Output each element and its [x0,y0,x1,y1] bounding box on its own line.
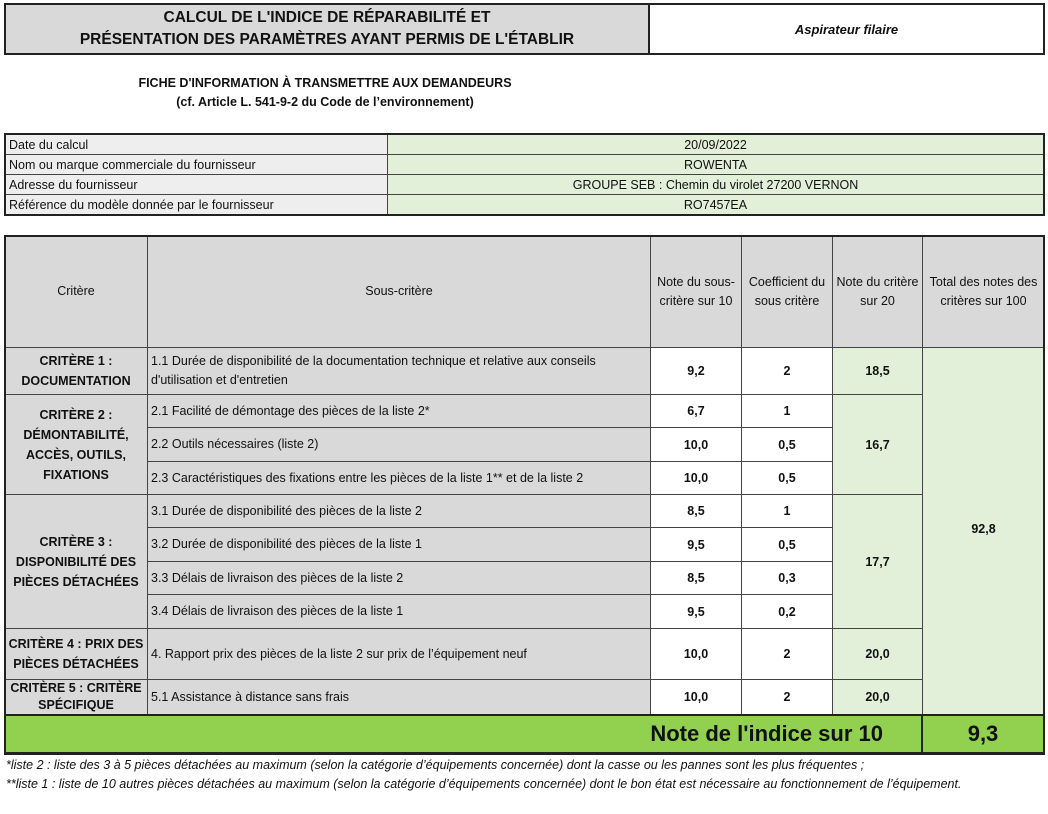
sub-criterion-coef: 1 [741,394,833,428]
supplier-info-table [4,133,1045,216]
sub-criterion-note: 9,5 [650,527,742,562]
sub-criterion-note: 8,5 [650,494,742,528]
info-value: 20/09/2022 [388,134,1045,155]
header-critere: Critère [4,235,148,348]
criterion-2: CRITÈRE 2 : DÉMONTABILITÉ, ACCÈS, OUTILS, FIXATIONS [4,394,148,495]
info-label: Date du calcul [5,134,388,155]
criterion-5: CRITÈRE 5 : CRITÈRE SPÉCIFIQUE [4,679,148,715]
criterion-3: CRITÈRE 3 : DISPONIBILITÉ DES PIÈCES DÉTACHÉES [4,494,148,629]
criterion-4-score: 20,0 [832,628,923,680]
sub-criterion-note: 10,0 [650,679,742,715]
sub-criterion-label: 2.2 Outils nécessaires (liste 2) [147,427,651,462]
sub-criterion-coef: 2 [741,679,833,715]
footnote-liste-2: *liste 2 : liste des 3 à 5 pièces détachées au maximum (selon la catégorie d’équipements concernée) dont la casse ou les pannes sont les plus fréquentes ; [6,758,865,772]
sub-criterion-coef: 2 [741,628,833,680]
criterion-3-score: 17,7 [832,494,923,629]
criterion-4: CRITÈRE 4 : PRIX DES PIÈCES DÉTACHÉES [4,628,148,680]
sub-criterion-label: 3.1 Durée de disponibilité des pièces de la liste 2 [147,494,651,528]
sub-criterion-coef: 0,5 [741,527,833,562]
sub-criterion-note: 9,2 [650,347,742,395]
criterion-1: CRITÈRE 1 : DOCUMENTATION [4,347,148,395]
sub-criterion-coef: 0,5 [741,461,833,495]
sub-criterion-label: 4. Rapport prix des pièces de la liste 2 sur prix de l’équipement neuf [147,628,651,680]
sub-criterion-label: 3.2 Durée de disponibilité des pièces de la liste 1 [147,527,651,562]
page-title [4,3,650,55]
sub-criterion-note: 8,5 [650,561,742,595]
title-line-1: CALCUL DE L'INDICE DE RÉPARABILITÉ ET [163,9,491,26]
sub-criterion-label: 2.3 Caractéristiques des fixations entre les pièces de la liste 1** et de la liste 2 [147,461,651,495]
criterion-5-score: 20,0 [832,679,923,715]
header-note-critere: Note du critère sur 20 [832,235,923,348]
sub-criterion-coef: 0,3 [741,561,833,595]
title-line-2: PRÉSENTATION DES PARAMÈTRES AYANT PERMIS DE L'ÉTABLIR [79,31,575,48]
product-type: Aspirateur filaire [650,3,1045,55]
sub-criterion-label: 1.1 Durée de disponibilité de la documentation technique et relative aux conseils d'utilisation et d'entretien [147,347,651,395]
sub-criterion-note: 10,0 [650,427,742,462]
criterion-1-score: 18,5 [832,347,923,395]
header-note-sous-critere: Note du sous-critère sur 10 [650,235,742,348]
sub-criterion-note: 9,5 [650,594,742,629]
sub-criterion-note: 6,7 [650,394,742,428]
sub-criterion-label: 5.1 Assistance à distance sans frais [147,679,651,715]
info-label: Adresse du fournisseur [5,175,388,195]
header-total: Total des notes des critères sur 100 [922,235,1045,348]
sub-criterion-note: 10,0 [650,461,742,495]
info-value: ROWENTA [388,155,1045,175]
info-row [5,195,1044,216]
sub-criterion-coef: 1 [741,494,833,528]
index-label: Note de l'indice sur 10 [4,714,923,754]
sub-criterion-coef: 0,2 [741,594,833,629]
footnote-liste-1: **liste 1 : liste de 10 autres pièces détachées au maximum (selon la catégorie d’équipements concernée) dont le bon état est nécessaire au fonctionnement de l’équipement. [6,777,962,791]
fiche-line-2: (cf. Article L. 541-9-2 du Code de l’environnement) [176,95,474,109]
fiche-line-1: FICHE D'INFORMATION À TRANSMETTRE AUX DEMANDEURS [138,76,512,90]
info-row [5,175,1044,195]
header-sous-critere: Sous-critère [147,235,651,348]
criterion-2-score: 16,7 [832,394,923,495]
index-value: 9,3 [921,714,1045,754]
total-score: 92,8 [922,347,1045,715]
sub-criterion-coef: 0,5 [741,427,833,462]
info-value: RO7457EA [388,195,1045,216]
sub-criterion-label: 3.3 Délais de livraison des pièces de la liste 2 [147,561,651,595]
sub-criterion-note: 10,0 [650,628,742,680]
fiche-heading [0,74,650,112]
header-coefficient: Coefficient du sous critère [741,235,833,348]
info-label: Référence du modèle donnée par le fournisseur [5,195,388,216]
sub-criterion-label: 3.4 Délais de livraison des pièces de la liste 1 [147,594,651,629]
info-row [5,155,1044,175]
sub-criterion-label: 2.1 Facilité de démontage des pièces de la liste 2* [147,394,651,428]
info-row [5,134,1044,155]
info-value: GROUPE SEB : Chemin du virolet 27200 VERNON [388,175,1045,195]
sub-criterion-coef: 2 [741,347,833,395]
info-label: Nom ou marque commerciale du fournisseur [5,155,388,175]
